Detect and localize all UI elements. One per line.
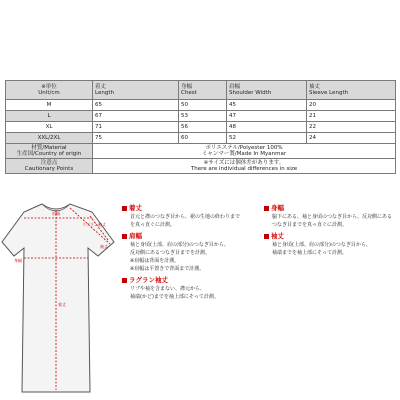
material-row: [6, 144, 396, 159]
table-row: [6, 122, 396, 133]
length-cell: 71: [93, 122, 179, 133]
chest-cell: 60: [179, 133, 227, 144]
header-shoulder: 肩幅 Shoulder Width: [227, 81, 307, 100]
label-length: 着丈: [58, 302, 66, 307]
legend-right: [264, 204, 398, 260]
table-row: [6, 133, 396, 144]
chest-cell: 53: [179, 111, 227, 122]
header-length: 着丈 Length: [93, 81, 179, 100]
label-sleeve: 袖丈: [100, 244, 108, 249]
legend-shoulder: 肩幅 袖と身頃(上部、肩の部分)のつなぎ目から、 反対側にあるつなぎ目までを計測。 ※肩幅は背面を計測。 ※肩幅は平置きで背面まで計測。: [122, 232, 264, 273]
sleeve-cell: 22: [307, 122, 396, 133]
bullet-icon: [122, 234, 127, 239]
size-table: [5, 80, 396, 174]
bullet-icon: [264, 206, 269, 211]
shoulder-cell: 45: [227, 100, 307, 111]
sleeve-cell: 20: [307, 100, 396, 111]
legend-left: [122, 204, 264, 304]
material-label: 材質/Material 生産国/Country of origin: [6, 144, 93, 159]
size-cell: XXL/2XL: [6, 133, 93, 144]
caution-value: ※サイズには個体差があります。 There are individual differences in size: [93, 159, 396, 174]
legend-raglan: ラグラン袖丈 リブや袖を含まない、襟元から、 袖端(かど)までを袖上部にそって計測。: [122, 276, 264, 301]
table-row: [6, 111, 396, 122]
size-cell: M: [6, 100, 93, 111]
legend-chest: 身幅 脇下にある、袖と身頃のつなぎ目から、反対側にある つなぎ目までを真っ直ぐに計測。: [264, 204, 398, 229]
chest-cell: 50: [179, 100, 227, 111]
length-cell: 65: [93, 100, 179, 111]
sleeve-cell: 24: [307, 133, 396, 144]
size-cell: L: [6, 111, 93, 122]
label-chest: 身幅: [14, 258, 22, 263]
legend-sleeve: 袖丈 袖と身頃(上部、肩の部分)のつなぎ目から、 袖端までを袖上部にそって計測。: [264, 232, 398, 257]
length-cell: 75: [93, 133, 179, 144]
shoulder-cell: 47: [227, 111, 307, 122]
header-unit: ※単位 Unit/cm: [6, 81, 93, 100]
shoulder-cell: 48: [227, 122, 307, 133]
sleeve-cell: 21: [307, 111, 396, 122]
header-row: [6, 81, 396, 100]
header-chest: 身幅 Chest: [179, 81, 227, 100]
label-raglan: ラグラン袖丈: [82, 222, 106, 227]
caution-row: [6, 159, 396, 174]
material-value: ポリエステル/Polyester 100% ミャンマー製/Made In Myanmar: [93, 144, 396, 159]
bullet-icon: [122, 278, 127, 283]
size-cell: XL: [6, 122, 93, 133]
header-sleeve: 袖丈 Sleeve Length: [307, 81, 396, 100]
legend-length: 着丈 首元と襟のつなぎ目から、裾の生地の終わりまで を真っ直ぐに計測。: [122, 204, 264, 229]
table-row: [6, 100, 396, 111]
bullet-icon: [264, 234, 269, 239]
bullet-icon: [122, 206, 127, 211]
shirt-measurement-diagram: [0, 196, 118, 400]
length-cell: 67: [93, 111, 179, 122]
label-shoulder: 肩幅: [52, 211, 60, 216]
shoulder-cell: 52: [227, 133, 307, 144]
chest-cell: 56: [179, 122, 227, 133]
caution-label: 注意点 Cautionary Points: [6, 159, 93, 174]
